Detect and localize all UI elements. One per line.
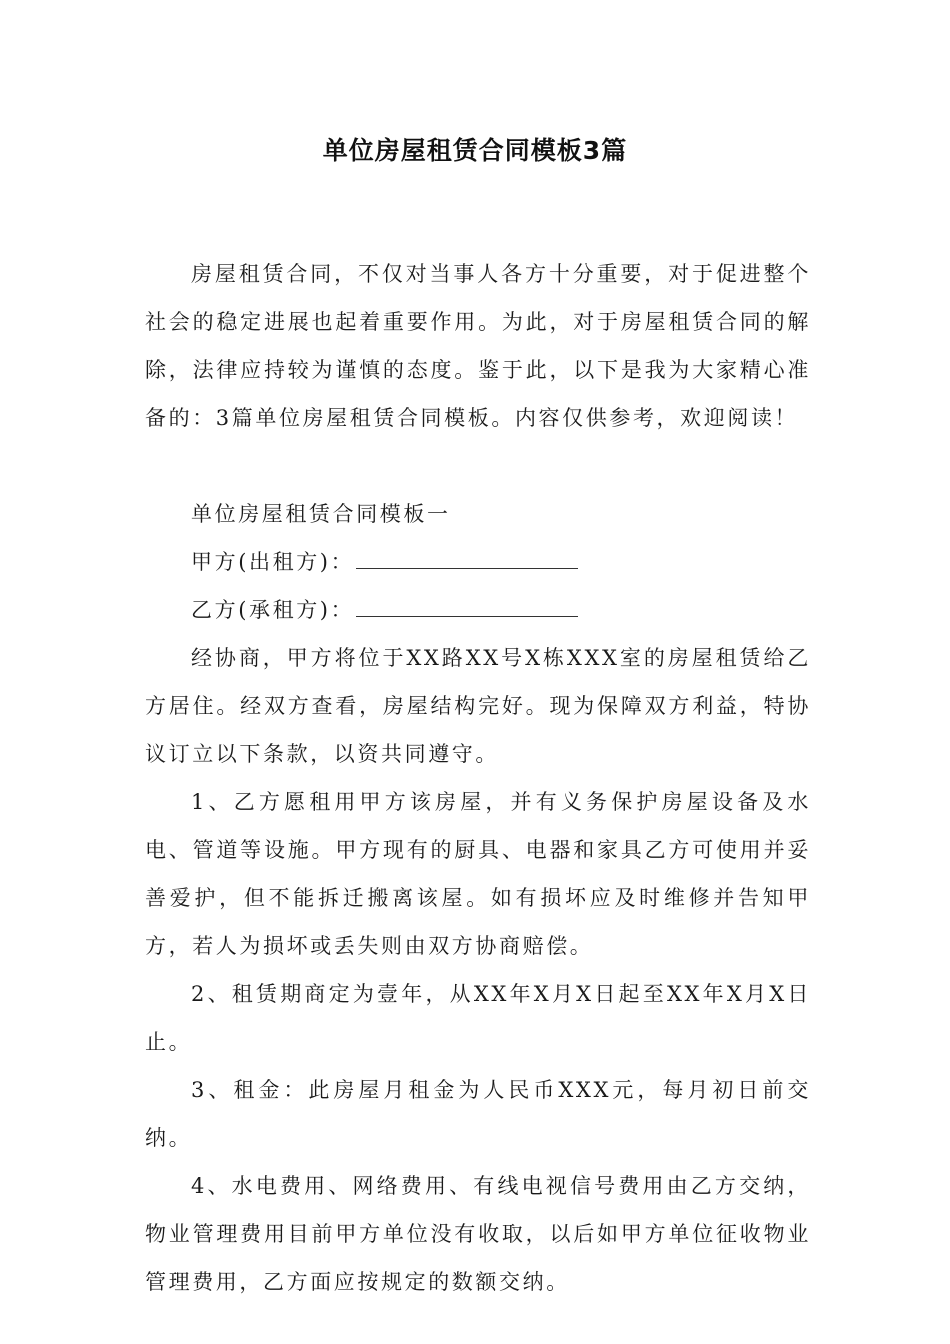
clause-2-paragraph: 2、租赁期商定为壹年，从XX年X月X日起至XX年X月X日止。 xyxy=(145,982,811,1054)
party-b-blank-field[interactable] xyxy=(356,598,578,617)
party-b-label: 乙方(承租方)： xyxy=(191,598,355,622)
clause-4-paragraph: 4、水电费用、网络费用、有线电视信号费用由乙方交纳，物业管理费用目前甲方单位没有收取，以后如甲方单位征收物业管理费用，乙方面应按规定的数额交纳。 xyxy=(145,1174,811,1294)
document-body xyxy=(145,250,811,1306)
section-heading: 单位房屋租赁合同模板一 xyxy=(191,502,451,526)
clause-3-paragraph: 3、租金：此房屋月租金为人民币XXX元，每月初日前交纳。 xyxy=(145,1078,811,1150)
intro-paragraph: 房屋租赁合同，不仅对当事人各方十分重要，对于促进整个社会的稳定进展也起着重要作用。为此，对于房屋租赁合同的解除，法律应持较为谨慎的态度。鉴于此，以下是我为大家精心准备的：3篇单位房屋租赁合同模板。内容仅供参考，欢迎阅读！ xyxy=(145,262,811,430)
document-title: 单位房屋租赁合同模板3篇 xyxy=(322,136,628,165)
preamble-paragraph: 经协商，甲方将位于XX路XX号X栋XXX室的房屋租赁给乙方居住。经双方查看，房屋结构完好。现为保障双方利益，特协议订立以下条款，以资共同遵守。 xyxy=(145,646,811,766)
section-spacer xyxy=(145,442,811,490)
party-b-line xyxy=(145,586,811,634)
clause-1-paragraph: 1、乙方愿租用甲方该房屋，并有义务保护房屋设备及水电、管道等设施。甲方现有的厨具、电器和家具乙方可使用并妥善爱护，但不能拆迁搬离该屋。如有损坏应及时维修并告知甲方，若人为损坏或丢失则由双方协商赔偿。 xyxy=(145,790,811,958)
party-a-label: 甲方(出租方)： xyxy=(191,550,355,574)
party-a-line xyxy=(145,538,811,586)
party-a-blank-field[interactable] xyxy=(356,550,578,569)
